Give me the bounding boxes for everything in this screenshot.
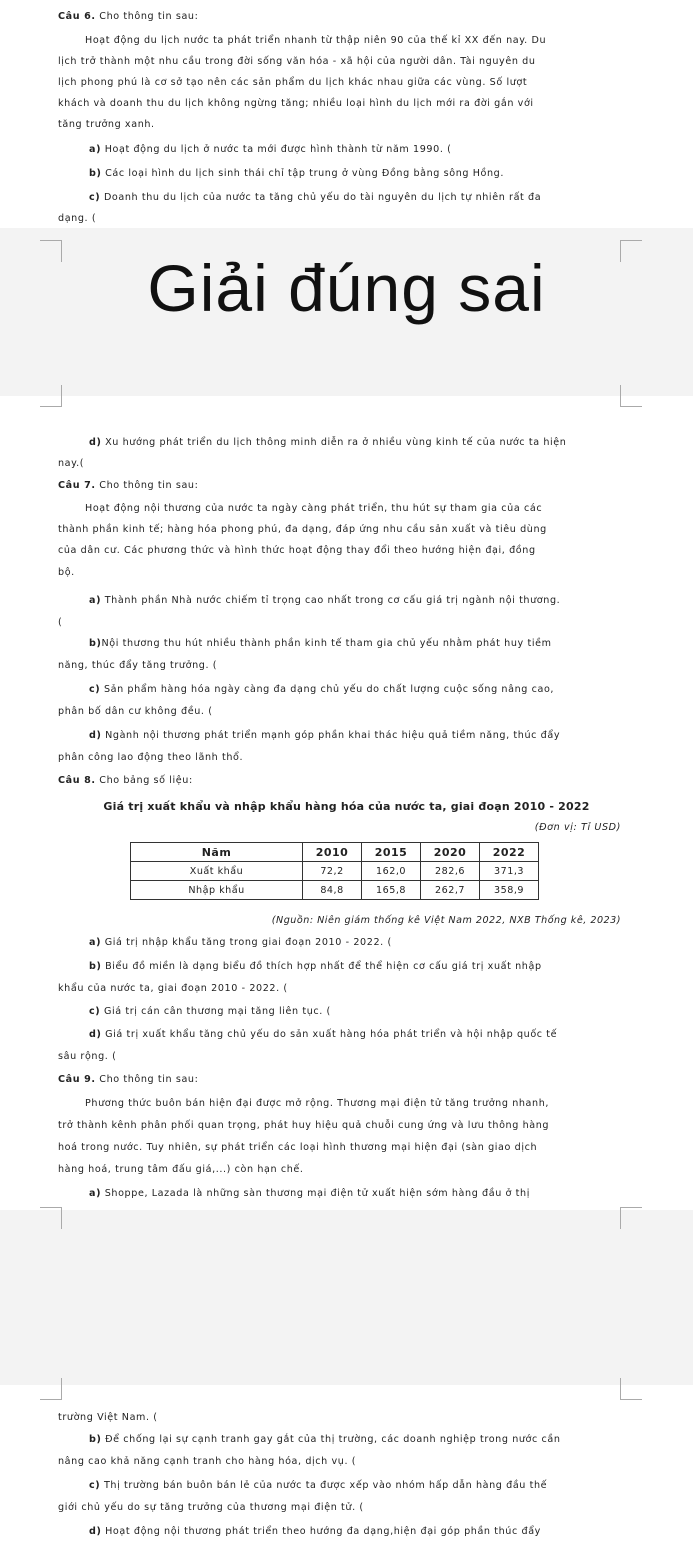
- q6-text-line: Hoạt động du lịch nước ta phát triển nhanh từ thập niên 90 của thế kỉ XX đến nay. Du: [85, 35, 547, 46]
- table-cell: 371,3: [480, 862, 539, 881]
- q7-text-line: thành phần kinh tế; hàng hóa phong phú, đa dạng, đáp ứng nhu cầu sản xuất và tiêu dùng: [58, 524, 547, 535]
- q6-option-a: a) Hoạt động du lịch ở nước ta mới được hình thành từ năm 1990. (: [89, 144, 452, 155]
- q9-text-line: Phương thức buôn bán hiện đại được mở rộng. Thương mại điện tử tăng trưởng nhanh,: [85, 1098, 550, 1109]
- q6-text-line: khách và doanh thu du lịch không ngừng tăng; nhiều loại hình du lịch mới ra đời gắn với: [58, 98, 534, 109]
- q7-option-b-cont: năng, thúc đẩy tăng trưởng. (: [58, 660, 218, 671]
- overlay-title: Giải đúng sai: [147, 251, 546, 325]
- crop-corner: [40, 1207, 62, 1229]
- q7-option-a: a) Thành phần Nhà nước chiếm tỉ trọng cao nhất trong cơ cấu giá trị ngành nội thương.: [89, 595, 561, 606]
- table-cell: 282,6: [421, 862, 480, 881]
- q9-text-line: hoá trong nước. Tuy nhiên, sự phát triển các loại hình thương mại hiện đại (sàn giao dịch: [58, 1142, 538, 1153]
- table-cell: 162,0: [362, 862, 421, 881]
- table-title: Giá trị xuất khẩu và nhập khẩu hàng hóa của nước ta, giai đoạn 2010 - 2022: [103, 800, 590, 813]
- q8-option-b: b) Biểu đồ miền là dạng biểu đồ thích hợp nhất để thể hiện cơ cấu giá trị xuất nhập: [89, 961, 542, 972]
- q9-option-a-cont: trường Việt Nam. (: [58, 1412, 158, 1423]
- table-source: (Nguồn: Niên giám thống kê Việt Nam 2022, NXB Thống kê, 2023): [271, 915, 621, 926]
- table-header-cell: 2022: [480, 843, 539, 862]
- q9-option-a: a) Shoppe, Lazada là những sàn thương mại điện tử xuất hiện sớm hàng đầu ở thị: [89, 1188, 530, 1199]
- q6-option-d: d) Xu hướng phát triển du lịch thông minh diễn ra ở nhiều vùng kinh tế của nước ta hiện: [89, 437, 567, 448]
- q6-option-d-cont: nay.(: [58, 458, 85, 469]
- q9-option-c: c) Thị trường bán buôn bán lẻ của nước ta được xếp vào nhóm hấp dẫn hàng đầu thế: [89, 1480, 548, 1491]
- table-header-cell: 2010: [303, 843, 362, 862]
- q9-option-c-cont: giới chủ yếu do sự tăng trưởng của thương mại điện tử. (: [58, 1502, 364, 1513]
- q6-text-line: tăng trưởng xanh.: [58, 119, 155, 130]
- table-header-cell: 2015: [362, 843, 421, 862]
- table-cell: 84,8: [303, 881, 362, 900]
- q8-option-b-cont: khẩu của nước ta, giai đoạn 2010 - 2022. (: [58, 983, 288, 994]
- q7-option-a-cont: (: [58, 617, 63, 628]
- table-cell: Xuất khẩu: [131, 862, 303, 881]
- q7-option-d-cont: phân công lao động theo lãnh thổ.: [58, 752, 244, 763]
- q9-heading: Câu 9. Cho thông tin sau:: [58, 1074, 199, 1085]
- crop-corner: [620, 1207, 642, 1229]
- data-table: [130, 842, 539, 900]
- table-cell: 72,2: [303, 862, 362, 881]
- q6-option-c-cont: dạng. (: [58, 213, 97, 224]
- table-cell: 262,7: [421, 881, 480, 900]
- q9-option-d: d) Hoạt động nội thương phát triển theo hướng đa dạng,hiện đại góp phần thúc đẩy: [89, 1526, 541, 1537]
- q6-text-line: lịch phong phú là cơ sở tạo nên các sản phẩm du lịch khác nhau giữa các vùng. Số lượt: [58, 77, 528, 88]
- q6-option-b: b) Các loại hình du lịch sinh thái chỉ tập trung ở vùng Đồng bằng sông Hồng.: [89, 168, 505, 179]
- q8-option-c: c) Giá trị cán cân thương mại tăng liên tục. (: [89, 1006, 331, 1017]
- q8-heading: Câu 8. Cho bảng số liệu:: [58, 775, 193, 786]
- q9-option-b: b) Để chống lại sự cạnh tranh gay gắt của thị trường, các doanh nghiệp trong nước cần: [89, 1434, 561, 1445]
- q9-text-line: trở thành kênh phân phối quan trọng, phát huy hiệu quả chuỗi cung ứng và lưu thông hàng: [58, 1120, 550, 1131]
- q9-option-b-cont: nâng cao khả năng cạnh tranh cho hàng hóa, dịch vụ. (: [58, 1456, 357, 1467]
- q6-heading: Câu 6. Cho thông tin sau:: [58, 11, 199, 22]
- table-row: [131, 862, 539, 881]
- q7-text-line: bộ.: [58, 567, 75, 578]
- page-gap-2: [0, 1210, 693, 1385]
- crop-corner: [620, 385, 642, 407]
- q8-option-d-cont: sâu rộng. (: [58, 1051, 117, 1062]
- table-cell: Nhập khẩu: [131, 881, 303, 900]
- q9-text-line: hàng hoá, trung tâm đấu giá,...) còn hạn chế.: [58, 1164, 304, 1175]
- q7-text-line: của dân cư. Các phương thức và hình thức hoạt động thay đổi theo hướng hiện đại, đồng: [58, 545, 536, 556]
- q6-option-c: c) Doanh thu du lịch của nước ta tăng chủ yếu do tài nguyên du lịch tự nhiên rất đa: [89, 192, 542, 203]
- q7-option-c-cont: phân bố dân cư không đều. (: [58, 706, 213, 717]
- crop-corner: [620, 1378, 642, 1400]
- crop-corner: [40, 385, 62, 407]
- table-header-cell: 2020: [421, 843, 480, 862]
- q6-text-line: lịch trở thành một nhu cầu trong đời sống văn hóa - xã hội của người dân. Tài nguyên du: [58, 56, 536, 67]
- q8-option-d: d) Giá trị xuất khẩu tăng chủ yếu do sản xuất hàng hóa phát triển và hội nhập quốc tế: [89, 1029, 558, 1040]
- q7-heading: Câu 7. Cho thông tin sau:: [58, 480, 199, 491]
- table-cell: 165,8: [362, 881, 421, 900]
- table-row: [131, 881, 539, 900]
- q8-option-a: a) Giá trị nhập khẩu tăng trong giai đoạn 2010 - 2022. (: [89, 937, 392, 948]
- table-unit: (Đơn vị: Tỉ USD): [534, 822, 621, 833]
- table-header-row: [131, 843, 539, 862]
- crop-corner: [40, 1378, 62, 1400]
- q7-option-b: b)Nội thương thu hút nhiều thành phần kinh tế tham gia chủ yếu nhằm phát huy tiềm: [89, 638, 552, 649]
- q7-text-line: Hoạt động nội thương của nước ta ngày càng phát triển, thu hút sự tham gia của các: [85, 503, 543, 514]
- q7-option-c: c) Sản phẩm hàng hóa ngày càng đa dạng chủ yếu do chất lượng cuộc sống nâng cao,: [89, 684, 555, 695]
- table-header-cell: Năm: [131, 843, 303, 862]
- q7-option-d: d) Ngành nội thương phát triển mạnh góp phần khai thác hiệu quả tiềm năng, thúc đẩy: [89, 730, 561, 741]
- table-cell: 358,9: [480, 881, 539, 900]
